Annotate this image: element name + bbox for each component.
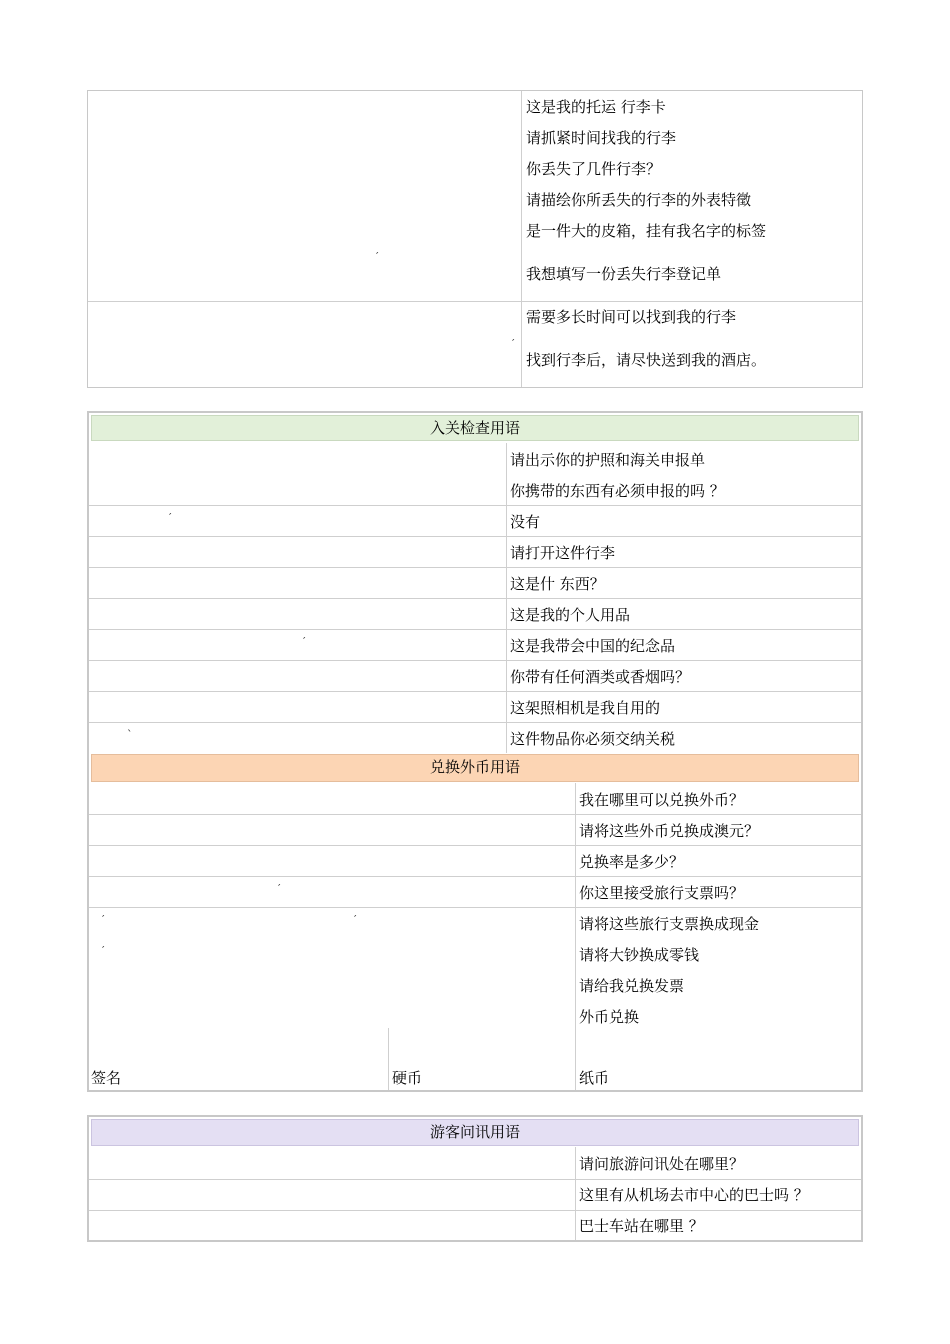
customs-line: 这是我带会中国的纪念品 — [510, 637, 676, 655]
column-divider — [388, 1028, 389, 1090]
row-divider — [88, 301, 862, 302]
customs-line: 你带有任何酒类或香烟吗？ — [510, 668, 691, 686]
row-divider — [89, 722, 861, 723]
row-divider — [89, 845, 861, 846]
column-divider — [575, 783, 576, 1090]
stray-mark: ′ — [102, 944, 105, 957]
phrase-table — [87, 411, 863, 1092]
row-divider — [89, 907, 861, 908]
luggage-line: 请描绘你所丢失的行李的外表特徵 — [526, 191, 752, 209]
exchange-line: 我在哪里可以兑换外币？ — [579, 791, 745, 809]
exchange-line: 请将这些旅行支票换成现金 — [579, 915, 760, 933]
section-header-customs — [91, 415, 859, 441]
tourist-line: 请问旅游问讯处在哪里？ — [579, 1155, 745, 1173]
row-divider — [89, 536, 861, 537]
stray-mark: ′ — [354, 913, 357, 926]
section-title: 游客问讯用语 — [429, 1123, 520, 1141]
stray-mark: ′ — [102, 913, 105, 926]
section-title: 兑换外币用语 — [429, 758, 520, 776]
row-divider — [89, 629, 861, 630]
footer-label-coins: 硬币 — [392, 1069, 423, 1087]
tourist-table — [87, 1115, 863, 1242]
stray-mark: ′ — [512, 337, 515, 350]
customs-line: 你携带的东西有必须申报的吗 ？ — [510, 482, 725, 500]
row-divider — [89, 1210, 861, 1211]
luggage-line: 你丢失了几件行李？ — [526, 160, 662, 178]
exchange-line: 请给我兑换发票 — [579, 977, 685, 995]
exchange-line: 外币兑换 — [579, 1008, 640, 1026]
exchange-line: 请将这些外币兑换成澳元？ — [579, 822, 760, 840]
row-divider — [89, 505, 861, 506]
row-divider — [89, 814, 861, 815]
exchange-line: 你这里接受旅行支票吗？ — [579, 884, 745, 902]
customs-line: 请打开这件行李 — [510, 544, 616, 562]
row-divider — [89, 876, 861, 877]
column-divider — [575, 1147, 576, 1240]
stray-mark: ′ — [376, 250, 379, 263]
stray-mark: ˋ — [127, 728, 133, 741]
stray-mark: ′ — [303, 635, 306, 648]
luggage-line: 是一件大的皮箱，挂有我名字的标签 — [526, 222, 767, 240]
customs-line: 没有 — [510, 513, 541, 531]
footer-label-notes: 纸币 — [579, 1069, 610, 1087]
footer-label-signature: 签名 — [91, 1069, 122, 1087]
section-title: 入关检查用语 — [429, 419, 520, 437]
section-header-exchange — [91, 754, 859, 782]
customs-line: 请出示你的护照和海关申报单 — [510, 451, 706, 469]
row-divider — [89, 1179, 861, 1180]
row-divider — [89, 567, 861, 568]
luggage-line: 我想填写一份丢失行李登记单 — [526, 265, 722, 283]
stray-mark: ′ — [169, 511, 172, 524]
section-header-tourist — [91, 1119, 859, 1146]
customs-line: 这是什 东西？ — [510, 575, 605, 593]
row-divider — [89, 691, 861, 692]
column-divider — [521, 91, 522, 387]
luggage-table — [87, 90, 863, 388]
customs-line: 这架照相机是我自用的 — [510, 699, 661, 717]
luggage-line: 需要多长时间可以找到我的行李 — [526, 308, 737, 326]
tourist-line: 巴士车站在哪里 ？ — [579, 1217, 704, 1235]
exchange-line: 兑换率是多少？ — [579, 853, 685, 871]
stray-mark: ′ — [278, 882, 281, 895]
customs-line: 这件物品你必须交纳关税 — [510, 730, 676, 748]
luggage-line: 这是我的托运 行李卡 — [526, 98, 666, 116]
tourist-line: 这里有从机场去市中心的巴士吗 ？ — [579, 1186, 809, 1204]
exchange-line: 请将大钞换成零钱 — [579, 946, 700, 964]
luggage-line: 找到行李后，请尽快送到我的酒店。 — [526, 351, 767, 369]
customs-line: 这是我的个人用品 — [510, 606, 631, 624]
row-divider — [89, 598, 861, 599]
luggage-line: 请抓紧时间找我的行李 — [526, 129, 677, 147]
row-divider — [89, 660, 861, 661]
